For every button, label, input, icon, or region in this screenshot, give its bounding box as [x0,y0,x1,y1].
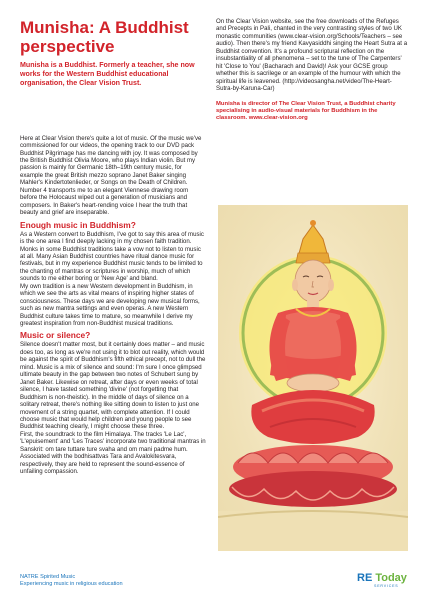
brand-subtitle: SERVICES [374,584,399,588]
footer-credit [20,574,123,588]
brand-wordmark [357,572,407,584]
article-title: Munisha: A Buddhist perspective [20,18,189,56]
re-today-logo [357,572,407,592]
paragraph-6: On the Clear Vision website, see the free downloads of the Refuges and Precepts in Pali, chanted in the very contrasting styles of two UK monastic communities (www.clear-vision.org/Schools/Teachers – see audio). Then there's my friend Kavyasiddhi singing the Heart Sutra at a Buddhist convention. It's a profound scriptural reflection on the insubstantiality of all phenomena – set to the tune of The Carpenters' hit 'Close to You' (Bacharach and David)! Ask your GCSE group whether this is sacrilege or an example of the humour with which the spiritual life is leavened. (http://videosangha.net/video/The-Heart-Sutra-by-Karuna-Car) [216,18,408,93]
article-intro: Munisha is a Buddhist. Formerly a teacher, she now works for the Western Buddhist educational organisation, the Clear Vision Trust. [20,61,195,88]
footer-line-1: NATRE Spirited Music [20,574,76,580]
brand-today: Today [375,572,407,584]
paragraph-1: Here at Clear Vision there's quite a lot of music. Of the music we've commissioned for our videos, the opening track to our DVD pack Buddhist Pilgrimage has me dancing with joy. It was composed by the British Buddhist Olivia Moore, who plays Indian violin. But my passion is mainly for Germanic 18th–19th century music, for example the great British mezzo soprano Janet Baker singing Mahler's Kindertotenlieder, or Songs on the Death of Children. Number 4 transports me to an elegant Viennese drawing room before the Holocaust wiped out a generation of musicians and composers. In Baker's heart-rending voice I hear the truth that beauty and grief are inseparable. [20,134,202,217]
footer-line-2: Experiencing music in religious education [20,581,123,587]
paragraph-5: First, the soundtrack to the film Himalaya. The tracks 'Le Lac', 'L'epuisement' and 'Les Traces' incorporate two traditional mantras in Sanskrit: om tare tuttare ture svaha and om mani padme hum. Associated with the bodhisattvas Tara and Avalokitesvara, respectively, they are held to represent the sound-essence of unfailing compassion. [20,430,206,476]
right-column [216,18,408,122]
heading-music-or-silence: Music or silence? [20,330,91,341]
paragraph-3: My own tradition is a new Western development in Buddhism, in which we see the arts as vital means of inspiring higher states of consciousness. These days we are developing new musical forms, such as new mantra settings and even operas. A new Western Buddhist culture takes time to mature, so meanwhile I derive my greatest inspiration from non-Buddhist musical traditions. [20,282,200,328]
author-caption: Munisha is director of The Clear Vision Trust, a Buddhist charity specialising in audio-visual materials for Buddhism in the classroom. www.clear-vision.org [216,100,396,122]
paragraph-4: Silence doesn't matter most, but it certainly does matter – and music does too, as long as we're not using it to blot out reality, which would be against the spirit of Buddhism's fifth ethical precept, not to dull the mind. Music is a mix of silence and sound: I'm sure I once glimpsed ultimate beauty in the gap between two notes of Schubert sung by Janet Baker. Likewise on retreat, after days or even weeks of total silence, I have tasted something 'divine' (not forgetting that Buddhism is non-theistic). In the middle of days of silence on a solitary retreat, there's nothing like sitting down to listen to just one movement of a string quartet, with complete attention. If I could choose music that would help children and young people to see Buddhist teaching clearly, I might choose these three. [20,341,206,431]
heading-enough-music: Enough music in Buddhism? [20,219,136,230]
paragraph-2: As a Western convert to Buddhism, I've got to say this area of music is the one area I find deeply lacking in my chosen faith tradition. Monks in some Buddhist traditions take a vow not to listen to music at all. Many Asian Buddhist countries have ritual dance music for festivals, but in my experience Buddhist music tends to be limited to the chanting of mantras or scriptures in worship, much of which sounds to me either boring or 'New Age' and bland. [20,230,204,283]
buddha-painting-icon [218,205,408,551]
left-column [20,18,206,476]
brand-re: RE [357,572,373,584]
